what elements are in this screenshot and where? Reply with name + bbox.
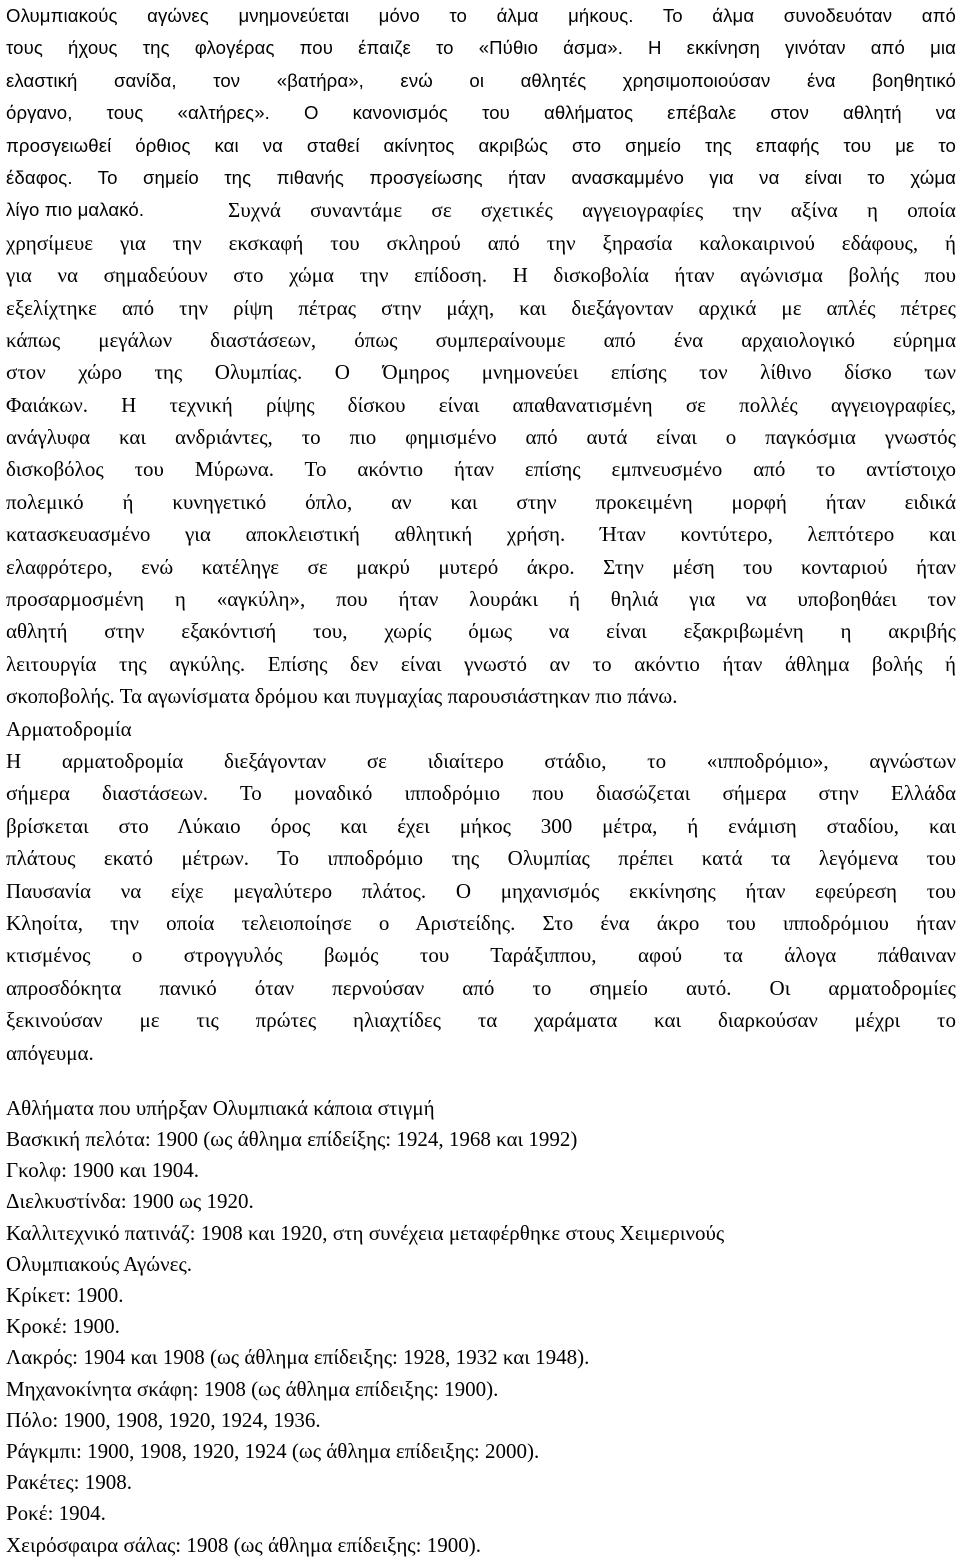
text-line: Φαιάκων. Η τεχνική ρίψης δίσκου είναι απαθανατισμένη σε πολλές αγγειογραφίες, — [6, 392, 956, 417]
text-line: πολεμικό ή κυνηγετικό όπλο, αν και στην προκειμένη μορφή ήταν ειδικά — [6, 489, 956, 514]
text-fragment: λίγο πιο μαλακό. — [6, 199, 145, 221]
text-line: κατασκευασμένο για αποκλειστική αθλητική χρήση. Ήταν κοντύτερο, λεπτότερο και — [6, 522, 956, 547]
list-item: Ροκέ: 1904. — [6, 1501, 106, 1526]
list-item: Διελκυστίνδα: 1900 ως 1920. — [6, 1189, 254, 1214]
text-line: Η αρματοδρομία διεξάγονταν σε ιδιαίτερο στάδιο, το «ιπποδρόμιο», αγνώστων — [6, 748, 956, 773]
list-item: Κροκέ: 1900. — [6, 1314, 120, 1339]
list-item: Γκολφ: 1900 και 1904. — [6, 1158, 199, 1183]
text-line: ελαφρότερο, ενώ κατέληγε σε μακρύ μυτερό άκρο. Στην μέση του κονταριού ήταν — [6, 554, 956, 579]
list-item: Ρακέτες: 1908. — [6, 1470, 132, 1495]
text-line: έδαφος. Το σημείο της πιθανής προσγείωσης ήταν ανασκαμμένο για να είναι το χώμα — [6, 166, 956, 188]
paragraph-chariot-racing — [6, 745, 956, 1069]
text-line: όργανο, τους «αλτήρες». Ο κανονισμός του αθλήματος επέβαλε στον αθλητή να — [6, 102, 956, 124]
text-line: σκοποβολής. Τα αγωνίσματα δρόμου και πυγμαχίας παρουσιάστηκαν πιο πάνω. — [6, 684, 678, 709]
spacer — [6, 1069, 956, 1093]
text-line: στον χώρο της Ολυμπίας. Ο Όμηρος μνημονεύει επίσης τον λίθινο δίσκο των — [6, 360, 956, 385]
section-heading: Αρματοδρομία — [6, 716, 132, 741]
text-line: βρίσκεται στο Λύκαιο όρος και έχει μήκος 300 μέτρα, ή ενάμιση σταδίου, και — [6, 813, 956, 838]
text-line: απόγευμα. — [6, 1040, 94, 1065]
list-item: Λακρός: 1904 και 1908 (ως άθλημα επίδειξης: 1928, 1932 και 1948). — [6, 1345, 590, 1370]
text-line: ελαστική σανίδα, τον «βατήρα», ενώ οι αθλητές χρησιμοποιούσαν ένα βοηθητικό — [6, 69, 956, 91]
text-line: προσαρμοσμένη η «αγκύλη», που ήταν λουράκι ή θηλιά για να υποβοηθάει τον — [6, 587, 956, 612]
list-heading: Αθλήματα που υπήρξαν Ολυμπιακά κάποια στιγμή — [6, 1095, 435, 1120]
text-line: τους ήχους της φλογέρας που έπαιζε το «Πύθιο άσμα». Η εκκίνηση γινόταν από μια — [6, 37, 956, 59]
text-line: προσγειωθεί όρθιος και να σταθεί ακίνητος ακριβώς στο σημείο της επαφής του με το — [6, 134, 956, 156]
list-item: Μηχανοκίνητα σκάφη: 1908 (ως άθλημα επίδειξης: 1900). — [6, 1376, 499, 1401]
list-item: Χειρόσφαιρα σάλας: 1908 (ως άθλημα επίδειξης: 1900). — [6, 1532, 481, 1557]
text-line: σήμερα διαστάσεων. Το μοναδικό ιπποδρόμιο που διασώζεται σήμερα στην Ελλάδα — [6, 781, 956, 806]
text-line: πλάτους εκατό μέτρων. Το ιπποδρόμιο της Ολυμπίας πρέπει κατά τα λεγόμενα του — [6, 846, 956, 871]
text-line: κάπως μεγάλων διαστάσεων, όπως συμπεραίνουμε από ένα αρχαιολογικό εύρημα — [6, 327, 956, 352]
list-item: Βασκική πελότα: 1900 (ως άθλημα επίδείξης: 1924, 1968 και 1992) — [6, 1127, 578, 1152]
list-item: Ολυμπιακούς Αγώνες. — [6, 1251, 193, 1276]
text-line: ξεκινούσαν με τις πρώτες ηλιαχτίδες τα χαράματα και διαρκούσαν μέχρι το — [6, 1008, 956, 1033]
list-item: Καλλιτεχνικό πατινάζ: 1908 και 1920, στη συνέχεια μεταφέρθηκε στους Χειμερινούς — [6, 1220, 725, 1245]
text-line: Κληοίτα, την οποία τελειοποίησε ο Αριστείδης. Στο ένα άκρο του ιπποδρόμιου ήταν — [6, 910, 956, 935]
paragraph-long-jump — [6, 0, 956, 227]
list-item: Κρίκετ: 1900. — [6, 1283, 124, 1308]
text-line: χρησίμευε για την εκσκαφή του σκληρού από την ξηρασία καλοκαιρινού εδάφους, ή — [6, 230, 956, 255]
text-line: εξελίχτηκε από την ρίψη πέτρας στην μάχη, και διεξάγονταν αρχικά με απλές πέτρες — [6, 295, 956, 320]
text-line: κτισμένος ο στρογγυλός βωμός του Ταράξιππου, αφού τα άλογα πάθαιναν — [6, 943, 956, 968]
text-line: δισκοβόλος του Μύρωνα. Το ακόντιο ήταν επίσης εμπνευσμένο από το αντίστοιχο — [6, 457, 956, 482]
text-line: λειτουργία της αγκύλης. Επίσης δεν είναι γνωστό αν το ακόντιο ήταν άθλημα βολής ή — [6, 651, 956, 676]
list-item: Πόλο: 1900, 1908, 1920, 1924, 1936. — [6, 1407, 321, 1432]
text-line-mixed — [6, 194, 956, 226]
list-item: Ράγκμπι: 1900, 1908, 1920, 1924 (ως άθλημα επίδειξης: 2000). — [6, 1438, 540, 1463]
text-line: για να σημαδεύουν στο χώμα την επίδοση. Η δισκοβολία ήταν αγώνισμα βολής που — [6, 263, 956, 288]
text-line: ανάγλυφα και ανδριάντες, το πιο φημισμένο από αυτά είναι ο παγκόσμια γνωστός — [6, 425, 956, 450]
text-fragment: Συχνά συναντάμε σε σχετικές αγγειογραφίες την αξίνα η οποία — [228, 198, 956, 223]
text-line: αθλητή στην εξακόντισή του, χωρίς όμως να είναι εξακριβωμένη η ακριβής — [6, 619, 956, 644]
document-page — [6, 0, 956, 1561]
former-olympic-sports-list — [6, 1093, 956, 1561]
paragraph-throwing-events — [6, 227, 956, 713]
text-line: Παυσανία να είχε μεγαλύτερο πλάτος. Ο μηχανισμός εκκίνησης ήταν εφεύρεση του — [6, 878, 956, 903]
text-line: Ολυμπιακούς αγώνες μνημονεύεται μόνο το άλμα μήκους. Το άλμα συνοδευόταν από — [6, 5, 956, 26]
text-line: απροσδόκητα πανικό όταν περνούσαν από το σημείο αυτό. Οι αρματοδρομίες — [6, 975, 956, 1000]
